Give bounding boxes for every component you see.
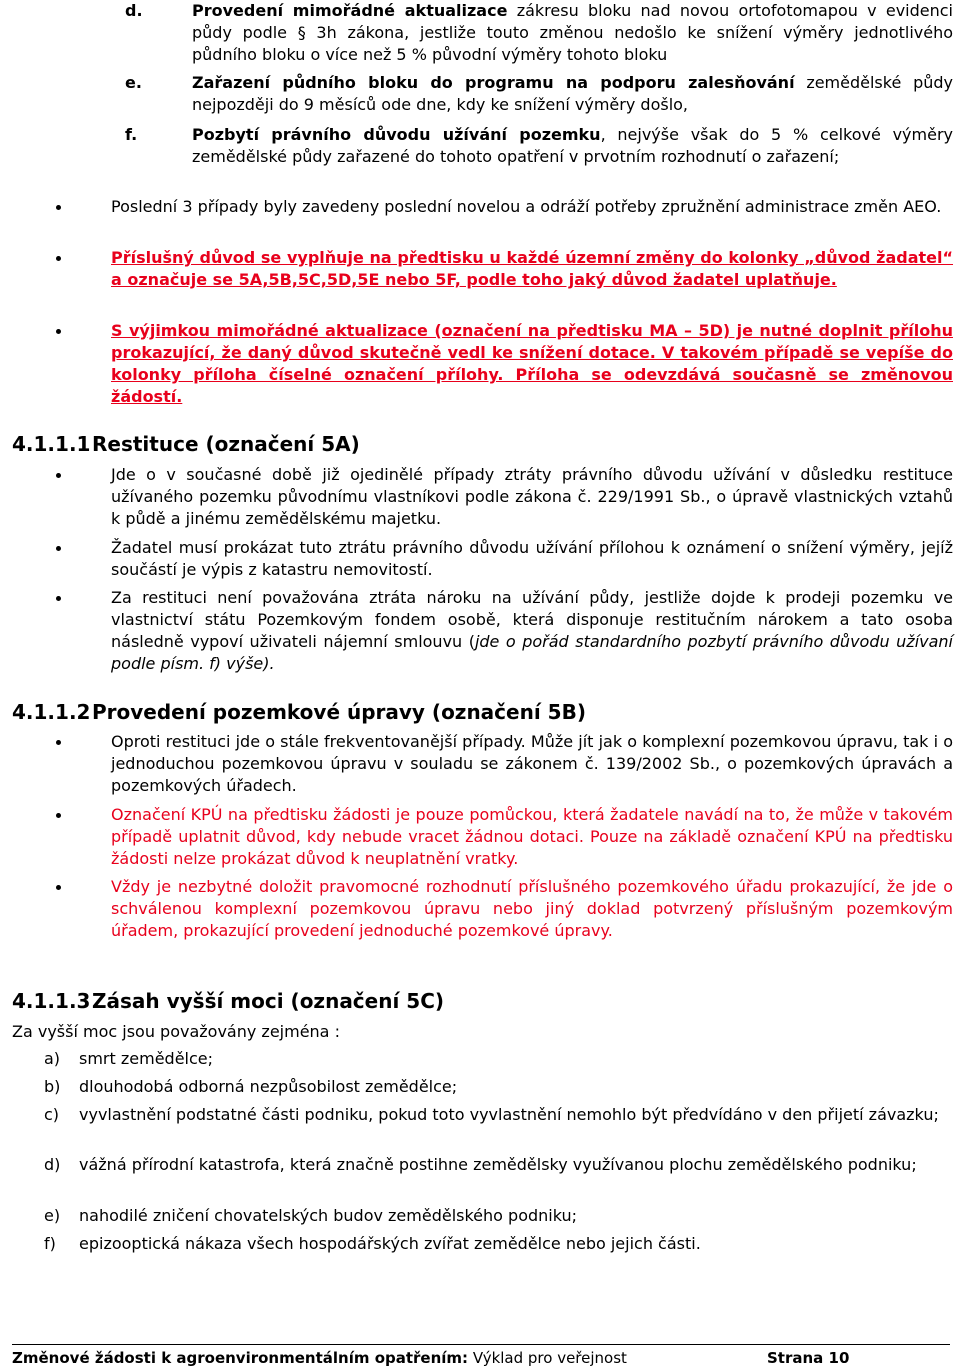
bullet-text-italic: jde o pořád standardního pozbytí právního důvodu užívaní podle písm. f) výše). — [111, 632, 953, 673]
bullet-icon — [56, 205, 61, 210]
section-heading-5b — [12, 699, 586, 725]
footer-title-rest: Výklad pro veřejnost — [468, 1349, 627, 1367]
bullet-icon — [56, 596, 61, 601]
item-label: f) — [44, 1234, 56, 1253]
item-label: b) — [44, 1077, 61, 1096]
bullet-text: Vždy je nezbytné doložit pravomocné rozhodnutí příslušného pozemkového úřadu prokazující, že jde o schválenou komplexní pozemkovou úpravu nebo jiný doklad potvrzený příslušným pozemkovým úřadem, prokazující provedení jednoduché pozemkové úpravy. — [111, 877, 953, 940]
bullet-text — [111, 587, 953, 675]
heading-number: 4.1.1.1 — [12, 432, 91, 456]
heading-number: 4.1.1.3 — [12, 989, 91, 1013]
bullet-icon — [56, 256, 61, 261]
bullet-text-main: Za restituci není považována ztráta nároku na užívání půdy, jestliže dojde k prodeji pozemku ve vlastnictví státu Pozemkovým fondem osobě, která disponuje restitučním nárokem a tato osoba následně vypoví uživateli nájemní smlouvu ( — [111, 588, 953, 651]
heading-title: Restituce (označení 5A) — [92, 432, 360, 456]
item-label: d) — [44, 1155, 61, 1174]
bullet-text: Označení KPÚ na předtisku žádosti je pouze pomůckou, která žadatele navádí na to, že může v takovém případě uplatnit důvod, kdy nebude vracet žádnou dotaci. Pouze na základě označení KPÚ na předtisku žádosti nelze prokázat důvod k neuplatnění vratky. — [111, 805, 953, 868]
heading-title: Zásah vyšší moci (označení 5C) — [92, 989, 445, 1013]
item-text — [192, 72, 953, 116]
heading-title: Provedení pozemkové úpravy (označení 5B) — [92, 700, 586, 724]
item-bold: Pozbytí právního důvodu užívání pozemku — [192, 125, 601, 144]
item-label: e. — [125, 73, 142, 92]
item-rest: zákresu bloku nad novou ortofotomapou v evidenci půdy podle § 3h zákona, jestliže touto změnou nedošlo ke snížení výměry jednotlivého půdního bloku o více než 5 % původní výměry tohoto bloku — [192, 1, 953, 64]
bullet-text: Žadatel musí prokázat tuto ztrátu právního důvodu užívání přílohou k oznámení o snížení výměry, jejíž součástí je výpis z katastru nemovitostí. — [111, 538, 953, 579]
page-footer — [12, 1348, 950, 1368]
item-text — [192, 0, 953, 66]
page-number: Strana 10 — [767, 1349, 850, 1367]
bullet-text: Jde o v současné době již ojedinělé případy ztráty právního důvodu užívání v důsledku restituce užívaného pozemku původnímu vlastníkovi podle zákona č. 229/1991 Sb., o úpravě vlastnických vztahů k půdě a jinému zemědělskému majetku. — [111, 465, 953, 528]
bullet-text: Oproti restituci jde o stále frekventovanější případy. Může jít jak o komplexní pozemkovou úpravu, tak i o jednoduchou pozemkovou úpravu v souladu se zákonem č. 139/2002 Sb., o pozemkových úpravách a pozemkových úřadech. — [111, 732, 953, 795]
bullet-icon — [56, 885, 61, 890]
bullet-text: Poslední 3 případy byly zavedeny poslední novelou a odráží potřeby zpružnění administrace změn AEO. — [111, 197, 942, 216]
item-text: vážná přírodní katastrofa, která značně postihne zemědělsky využívanou plochu zemědělského podniku; — [79, 1155, 917, 1174]
item-bold: Zařazení půdního bloku do programu na podporu zalesňování — [192, 73, 795, 92]
item-label: c) — [44, 1105, 60, 1124]
item-text — [192, 124, 953, 168]
bullet-icon — [56, 813, 61, 818]
item-label: d. — [125, 1, 143, 20]
item-label: f. — [125, 125, 138, 144]
bullet-icon — [56, 546, 61, 551]
section-heading-5a — [12, 431, 360, 457]
item-bold: Provedení mimořádné aktualizace — [192, 1, 508, 20]
item-text: dlouhodobá odborná nezpůsobilost zemědělce; — [79, 1077, 458, 1096]
item-rest: , nejvýše však do 5 % celkové výměry zemědělské půdy zařazené do tohoto opatření v prvotním rozhodnutí o zařazení; — [192, 125, 953, 166]
footer-title-bold: Změnové žádosti k agroenvironmentálním opatřením: — [12, 1349, 469, 1367]
bullet-icon — [56, 740, 61, 745]
item-label: e) — [44, 1206, 61, 1225]
bullet-icon — [56, 473, 61, 478]
bullet-icon — [56, 329, 61, 334]
bullet-text: S výjimkou mimořádné aktualizace (označení na předtisku MA – 5D) je nutné doplnit přílohu prokazující, že daný důvod skutečně vedl ke snížení dotace. V takovém případě se vepíše do kolonky příloha číselné označení přílohy. Příloha se odevzdává současně se změnovou žádostí. — [111, 321, 953, 406]
item-text: epizooptická nákaza všech hospodářských zvířat zemědělce nebo jejich části. — [79, 1234, 701, 1253]
section-heading-5c — [12, 988, 444, 1014]
heading-number: 4.1.1.2 — [12, 700, 91, 724]
bullet-text: Příslušný důvod se vyplňuje na předtisku u každé územní změny do kolonky „důvod žadatel“ a označuje se 5A,5B,5C,5D,5E nebo 5F, podle toho jaký důvod žadatel uplatňuje. — [111, 248, 953, 289]
item-label: a) — [44, 1049, 61, 1068]
item-text: smrt zemědělce; — [79, 1049, 214, 1068]
item-text: nahodilé zničení chovatelských budov zemědělského podniku; — [79, 1206, 578, 1225]
footer-divider — [12, 1344, 950, 1345]
item-rest: zemědělské půdy nejpozději do 9 měsíců ode dne, kdy ke snížení výměry došlo, — [192, 73, 953, 114]
item-text: vyvlastnění podstatné části podniku, pokud toto vyvlastnění nemohlo být předvídáno v den přijetí závazku; — [79, 1105, 939, 1124]
section-intro: Za vyšší moc jsou považovány zejména : — [12, 1022, 340, 1041]
